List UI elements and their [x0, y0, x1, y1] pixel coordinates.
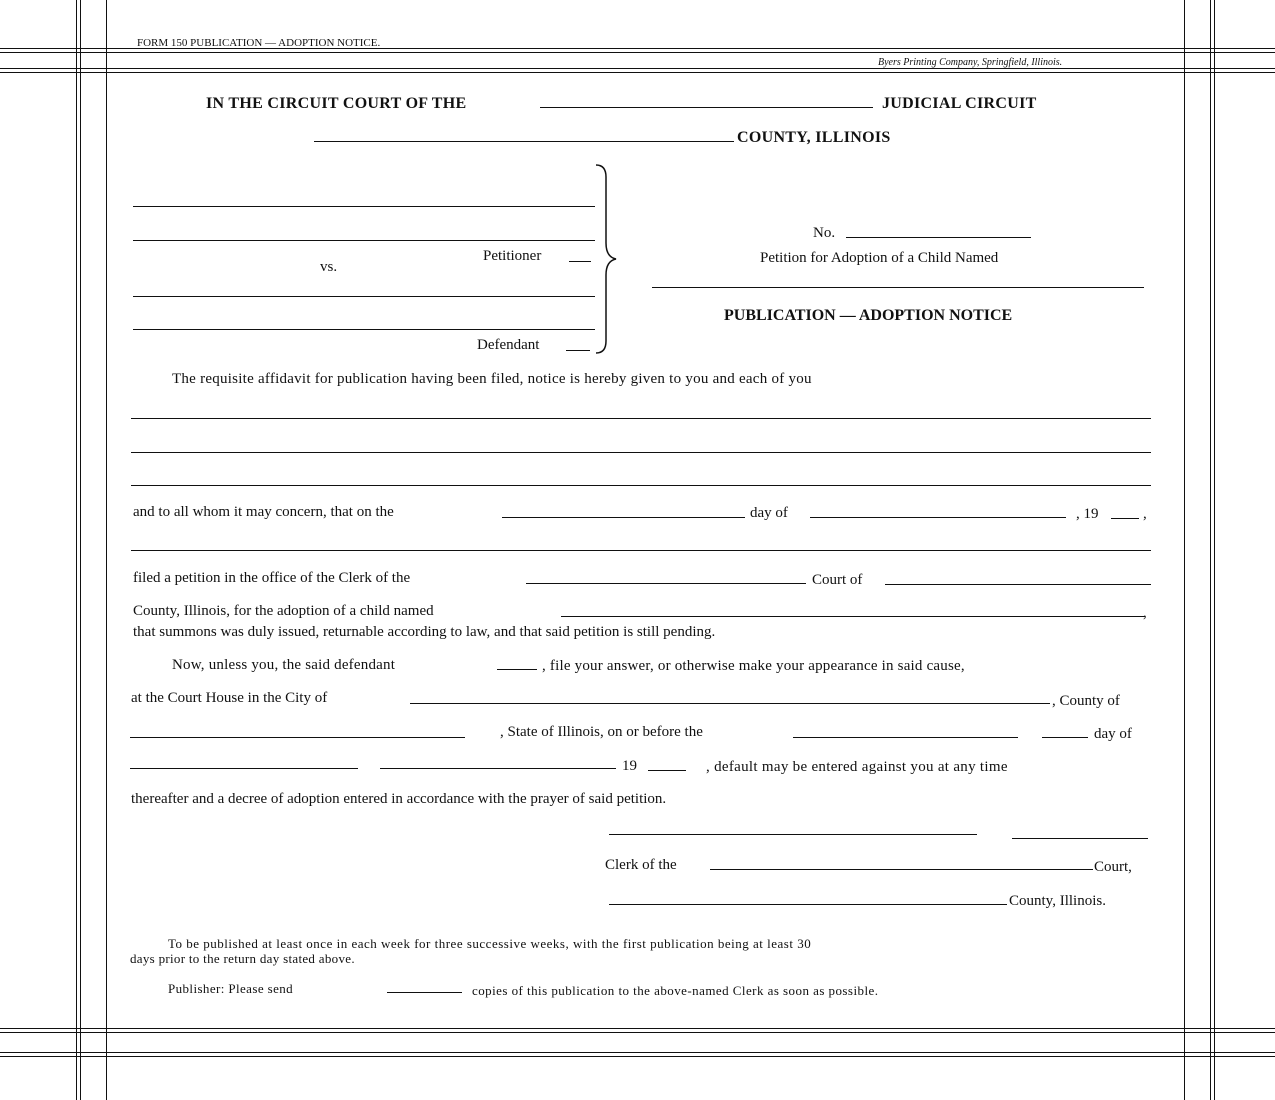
publisher-note-b: copies of this publication to the above-named Clerk as soon as possible. [472, 983, 879, 998]
appearance-year-field[interactable] [648, 770, 686, 771]
caption-brace [590, 163, 620, 355]
defendant-label: Defendant [477, 337, 540, 353]
body-p2-d: , [1143, 506, 1147, 522]
body-p10: thereafter and a decree of adoption entered in accordance with the prayer of said petition. [131, 791, 667, 807]
court-line1-prefix: IN THE CIRCUIT COURT OF THE [206, 95, 467, 112]
body-p2-c: , 19 [1076, 506, 1099, 522]
frame-right-outer2 [1214, 0, 1215, 1100]
petitioner-line-2[interactable] [133, 240, 595, 241]
clerk-court-label: Court, [1094, 859, 1132, 875]
form-header: FORM 150 PUBLICATION — ADOPTION NOTICE. [137, 37, 381, 49]
clerk-title-field[interactable] [1012, 838, 1148, 839]
frame-right-outer [1210, 0, 1211, 1100]
frame-bottom-3 [0, 1052, 1275, 1053]
notice-names-line-3[interactable] [131, 485, 1151, 486]
petitioner-name-line[interactable] [131, 550, 1151, 551]
body-p7-b: , County of [1052, 693, 1120, 709]
publisher-note-a: Publisher: Please send [168, 981, 294, 996]
frame-bottom-1 [0, 1028, 1275, 1029]
body-p2-a: and to all whom it may concern, that on the [133, 504, 394, 520]
defendant-line-2[interactable] [133, 329, 595, 330]
frame-top-3 [0, 68, 1275, 69]
body-p4-b: , [1143, 605, 1147, 621]
frame-right-inner [1184, 0, 1185, 1100]
clerk-court-name-field[interactable] [710, 869, 1093, 870]
frame-top-4 [0, 72, 1275, 73]
court-line2-suffix: COUNTY, ILLINOIS [737, 129, 891, 146]
printer-credit: Byers Printing Company, Springfield, Illinois. [878, 57, 1063, 68]
clerk-county-field[interactable] [609, 904, 1007, 905]
body-p6-b: , file your answer, or otherwise make your appearance in said cause, [542, 658, 965, 674]
judicial-circuit-field[interactable] [540, 107, 873, 108]
clerk-of-the-label: Clerk of the [605, 857, 677, 873]
body-p8-b: day of [1094, 726, 1132, 742]
court-line1-suffix: JUDICIAL CIRCUIT [882, 95, 1037, 112]
frame-left-margin [106, 0, 107, 1100]
footer-note-1: To be published at least once in each week for three successive weeks, with the first publication being at least 30 [168, 936, 812, 951]
body-p1: The requisite affidavit for publication having been filed, notice is hereby given to you and each of you [172, 371, 812, 387]
frame-top-2 [0, 52, 1275, 53]
notice-names-line-1[interactable] [131, 418, 1151, 419]
frame-bottom-4 [0, 1056, 1275, 1057]
body-p5: that summons was duly issued, returnable according to law, and that said petition is still pending. [133, 624, 716, 640]
filing-year-field[interactable] [1111, 518, 1139, 519]
county-field[interactable] [314, 141, 734, 142]
body-p3-b: Court of [812, 572, 863, 588]
frame-left-inner [80, 0, 81, 1100]
body-p4-a: County, Illinois, for the adoption of a child named [133, 603, 434, 619]
defendant-line-1[interactable] [133, 296, 595, 297]
case-number-label: No. [813, 225, 836, 241]
footer-note-2: days prior to the return day stated above. [130, 951, 355, 966]
case-number-field[interactable] [846, 237, 1031, 238]
petitioner-suffix-field[interactable] [569, 261, 591, 262]
petitioner-label: Petitioner [483, 248, 542, 264]
notice-names-line-2[interactable] [131, 452, 1151, 453]
petition-label: Petition for Adoption of a Child Named [760, 250, 999, 266]
body-p2-b: day of [750, 505, 788, 521]
frame-bottom-2 [0, 1032, 1275, 1033]
frame-left-outer [76, 0, 77, 1100]
copies-count-field[interactable] [387, 992, 462, 993]
appearance-month-field-1[interactable] [130, 768, 358, 769]
clerk-court-field[interactable] [526, 583, 806, 584]
clerk-signature-field[interactable] [609, 834, 977, 835]
body-p6-a: Now, unless you, the said defendant [172, 657, 396, 673]
court-county-name-field[interactable] [130, 737, 465, 738]
adopted-child-field[interactable] [561, 616, 1145, 617]
appearance-month-field-2[interactable] [380, 768, 616, 769]
child-name-field[interactable] [652, 287, 1144, 288]
clerk-county-label: County, Illinois. [1009, 893, 1106, 909]
appearance-day-field[interactable] [1042, 737, 1088, 738]
petitioner-line-1[interactable] [133, 206, 595, 207]
appearance-date-field[interactable] [793, 737, 1018, 738]
defendant-plural-field[interactable] [497, 669, 537, 670]
notice-title: PUBLICATION — ADOPTION NOTICE [724, 307, 1013, 324]
court-county-field[interactable] [885, 584, 1151, 585]
defendant-suffix-field[interactable] [566, 350, 590, 351]
vs-label: vs. [320, 259, 338, 275]
court-city-field[interactable] [410, 703, 1050, 704]
body-p3-a: filed a petition in the office of the Clerk of the [133, 570, 411, 586]
body-p9-a: 19 [622, 758, 637, 774]
body-p7-a: at the Court House in the City of [131, 690, 328, 706]
body-p8-a: , State of Illinois, on or before the [500, 724, 703, 740]
filing-month-field[interactable] [810, 517, 1066, 518]
body-p9-b: , default may be entered against you at any time [706, 759, 1008, 775]
filing-day-field[interactable] [502, 517, 745, 518]
